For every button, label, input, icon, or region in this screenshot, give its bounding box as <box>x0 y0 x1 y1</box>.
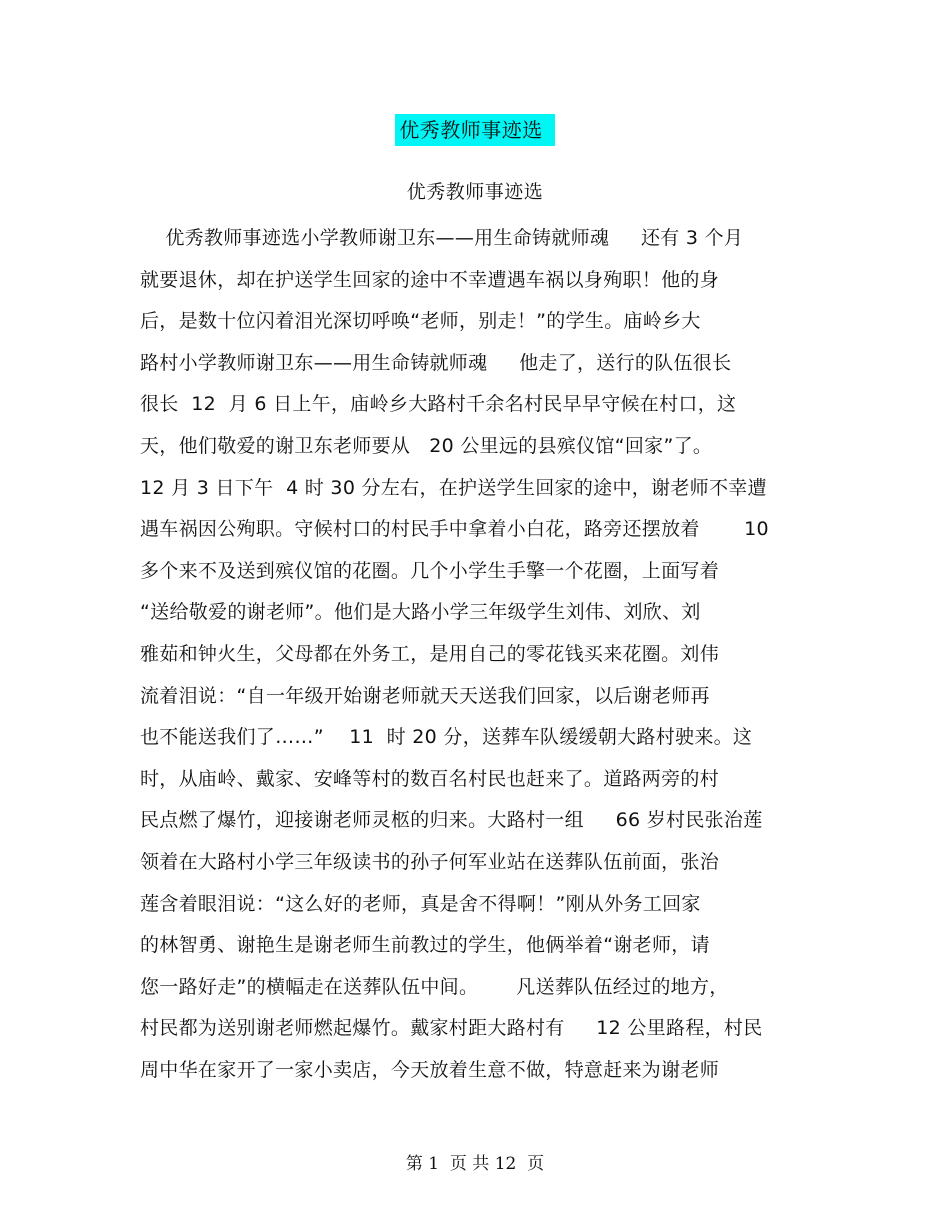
paragraph-line: 也不能送我们了……” 11 时 20 分，送葬车队缓缓朝大路村驶来。这 <box>140 726 753 749</box>
document-subtitle: 优秀教师事迹选 <box>406 181 544 203</box>
paragraph-line: 很长 12 月 6 日上午，庙岭乡大路村千余名村民早早守候在村口，这 <box>140 393 737 416</box>
paragraph-line: 后，是数十位闪着泪光深切呼唤“老师，别走！”的学生。庙岭乡大 <box>140 310 701 333</box>
paragraph-line: 12 月 3 日下午 4 时 30 分左右，在护送学生回家的途中，谢老师不幸遭 <box>140 476 767 499</box>
paragraph-line: 就要退休，却在护送学生回家的途中不幸遭遇车祸以身殉职！他的身 <box>140 268 720 291</box>
paragraph-line: 的林智勇、谢艳生是谢老师生前教过的学生，他俩举着“谢老师，请 <box>140 934 710 957</box>
paragraph-line: “送给敬爱的谢老师”。他们是大路小学三年级学生刘伟、刘欣、刘 <box>140 601 701 624</box>
document-title: 优秀教师事迹选 <box>395 114 555 146</box>
paragraph-line: 周中华在家开了一家小卖店，今天放着生意不做，特意赶来为谢老师 <box>140 1058 720 1081</box>
document-body <box>140 218 810 1091</box>
paragraph-line: 遇车祸因公殉职。守候村口的村民手中拿着小白花，路旁还摆放着 10 <box>140 518 769 541</box>
paragraph-line: 多个来不及送到殡仪馆的花圈。几个小学生手擎一个花圈，上面写着 <box>140 559 720 582</box>
paragraph-line: 时，从庙岭、戴家、安峰等村的数百名村民也赶来了。道路两旁的村 <box>140 767 720 790</box>
paragraph-line: 莲含着眼泪说：“这么好的老师，真是舍不得啊！”刚从外务工回家 <box>140 892 701 915</box>
paragraph-line: 领着在大路村小学三年级读书的孙子何军业站在送葬队伍前面，张治 <box>140 850 720 873</box>
title-container <box>0 114 950 146</box>
paragraph-line: 优秀教师事迹选小学教师谢卫东——用生命铸就师魂 还有 3 个月 <box>140 227 744 249</box>
paragraph-line: 雅茹和钟火生，父母都在外务工，是用自己的零花钱买来花圈。刘伟 <box>140 642 720 665</box>
paragraph-line: 民点燃了爆竹，迎接谢老师灵柩的归来。大路村一组 66 岁村民张治莲 <box>140 809 763 832</box>
page-footer: 第 1 页 共 12 页 <box>405 1154 545 1174</box>
paragraph-line: 流着泪说：“自一年级开始谢老师就天天送我们回家，以后谢老师再 <box>140 684 710 707</box>
paragraph-line: 路村小学教师谢卫东——用生命铸就师魂 他走了，送行的队伍很长 <box>140 351 732 374</box>
paragraph-line: 村民都为送别谢老师燃起爆竹。戴家村距大路村有 12 公里路程，村民 <box>140 1017 763 1040</box>
paragraph-line: 天，他们敬爱的谢卫东老师要从 20 公里远的县殡仪馆“回家”了。 <box>140 434 713 457</box>
paragraph-line: 您一路好走”的横幅走在送葬队伍中间。 凡送葬队伍经过的地方， <box>140 975 729 998</box>
